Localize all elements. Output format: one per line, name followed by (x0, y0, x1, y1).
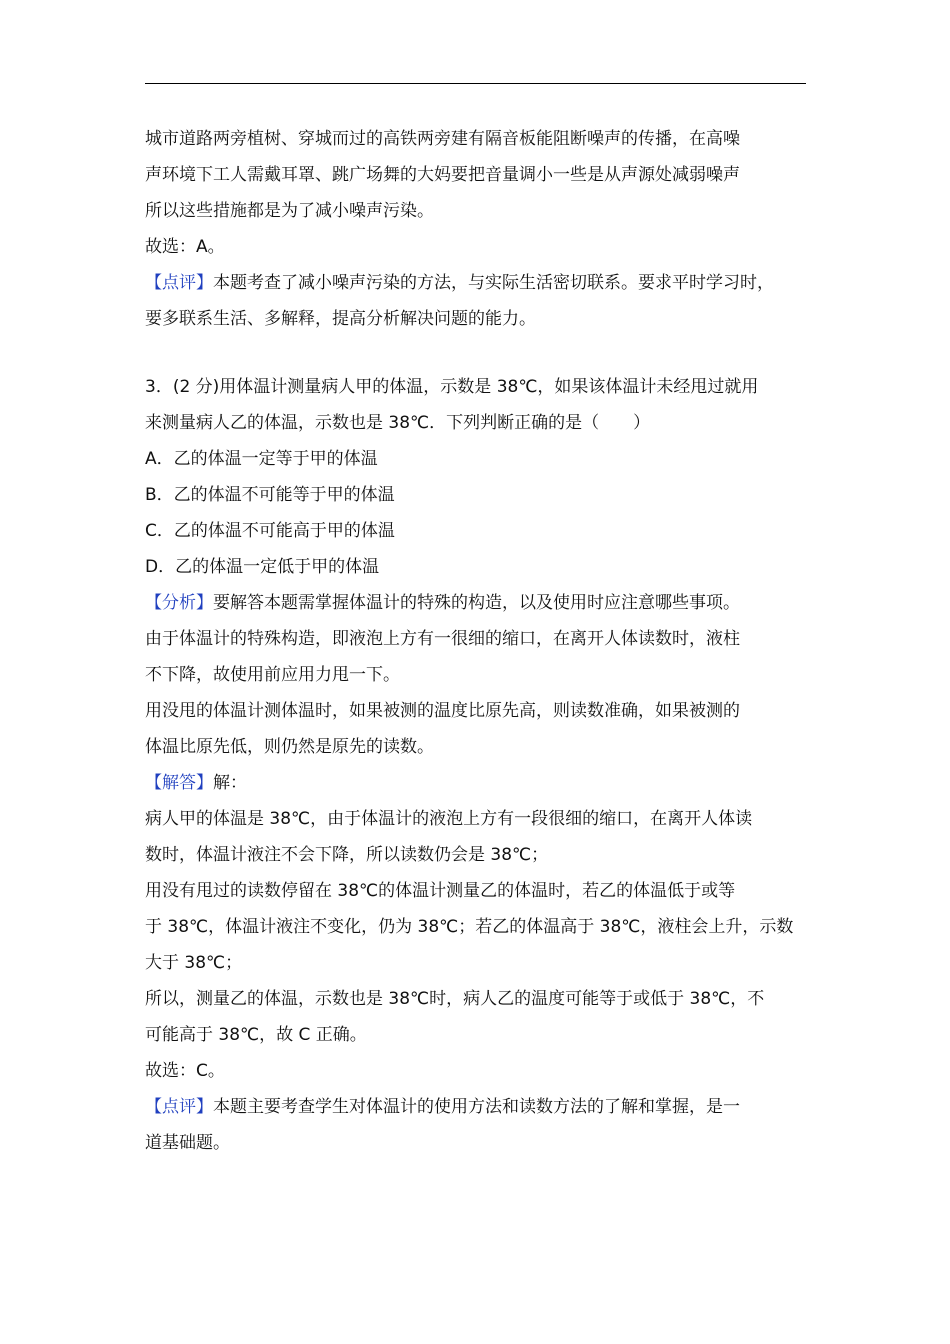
solution-line (145, 765, 810, 801)
solution-tag: 【解答】 (145, 773, 213, 793)
analysis-line (145, 585, 810, 621)
comment-tag: 【点评】 (145, 273, 213, 293)
text-line: 病人甲的体温是 38℃，由于体温计的液泡上方有一段很细的缩口，在离开人体读 (145, 809, 753, 829)
text-line: 声环境下工人需戴耳罩、跳广场舞的大妈要把音量调小一些是从声源处减弱噪声 (145, 165, 740, 185)
q3-comment-line (145, 1089, 810, 1125)
analysis-tag: 【分析】 (145, 593, 213, 613)
option-c: C．乙的体温不可能高于甲的体温 (145, 521, 395, 541)
option-b: B．乙的体温不可能等于甲的体温 (145, 485, 395, 505)
text-line: 城市道路两旁植树、穿城而过的高铁两旁建有隔音板能阻断噪声的传播，在高噪 (145, 129, 740, 149)
text-line: 所以，测量乙的体温，示数也是 38℃时，病人乙的温度可能等于或低于 38℃，不 (145, 989, 765, 1009)
text-line: 不下降，故使用前应用力甩一下。 (145, 665, 400, 685)
question-stem-line: 来测量病人乙的体温，示数也是 38℃．下列判断正确的是（ ） (145, 413, 651, 433)
solution-text: 解： (213, 773, 247, 793)
section-gap (145, 337, 810, 369)
question-stem-line: 3．(2 分)用体温计测量病人甲的体温，示数是 38℃，如果该体温计未经甩过就用 (145, 377, 759, 397)
block1-paragraph (145, 121, 810, 229)
block1-answer: 故选：A。 (145, 237, 225, 257)
header-rule (145, 83, 806, 84)
text-line: 要多联系生活、多解释，提高分析解决问题的能力。 (145, 309, 536, 329)
document-body (145, 121, 810, 1161)
comment-text: 本题主要考查学生对体温计的使用方法和读数方法的了解和掌握，是一 (213, 1097, 740, 1117)
text-line: 用没有甩过的读数停留在 38℃的体温计测量乙的体温时，若乙的体温低于或等 (145, 881, 736, 901)
text-line: 大于 38℃； (145, 953, 243, 973)
option-d: D．乙的体温一定低于甲的体温 (145, 557, 380, 577)
comment-text: 本题考查了减小噪声污染的方法，与实际生活密切联系。要求平时学习时， (213, 273, 774, 293)
analysis-text: 要解答本题需掌握体温计的特殊的构造，以及使用时应注意哪些事项。 (213, 593, 740, 613)
comment-tag: 【点评】 (145, 1097, 213, 1117)
question-3 (145, 369, 810, 1161)
text-line: 道基础题。 (145, 1133, 230, 1153)
text-line: 体温比原先低，则仍然是原先的读数。 (145, 737, 434, 757)
option-a: A．乙的体温一定等于甲的体温 (145, 449, 378, 469)
text-line: 可能高于 38℃，故 C 正确。 (145, 1025, 367, 1045)
text-line: 由于体温计的特殊构造，即液泡上方有一很细的缩口，在离开人体读数时，液柱 (145, 629, 740, 649)
text-line: 于 38℃，体温计液注不变化，仍为 38℃；若乙的体温高于 38℃，液柱会上升，示数 (145, 917, 794, 937)
text-line: 数时，体温计液注不会下降，所以读数仍会是 38℃； (145, 845, 549, 865)
q3-answer: 故选：C。 (145, 1061, 225, 1081)
block1-comment-line (145, 265, 810, 301)
text-line: 用没甩的体温计测体温时，如果被测的温度比原先高，则读数准确，如果被测的 (145, 701, 740, 721)
text-line: 所以这些措施都是为了减小噪声污染。 (145, 201, 434, 221)
